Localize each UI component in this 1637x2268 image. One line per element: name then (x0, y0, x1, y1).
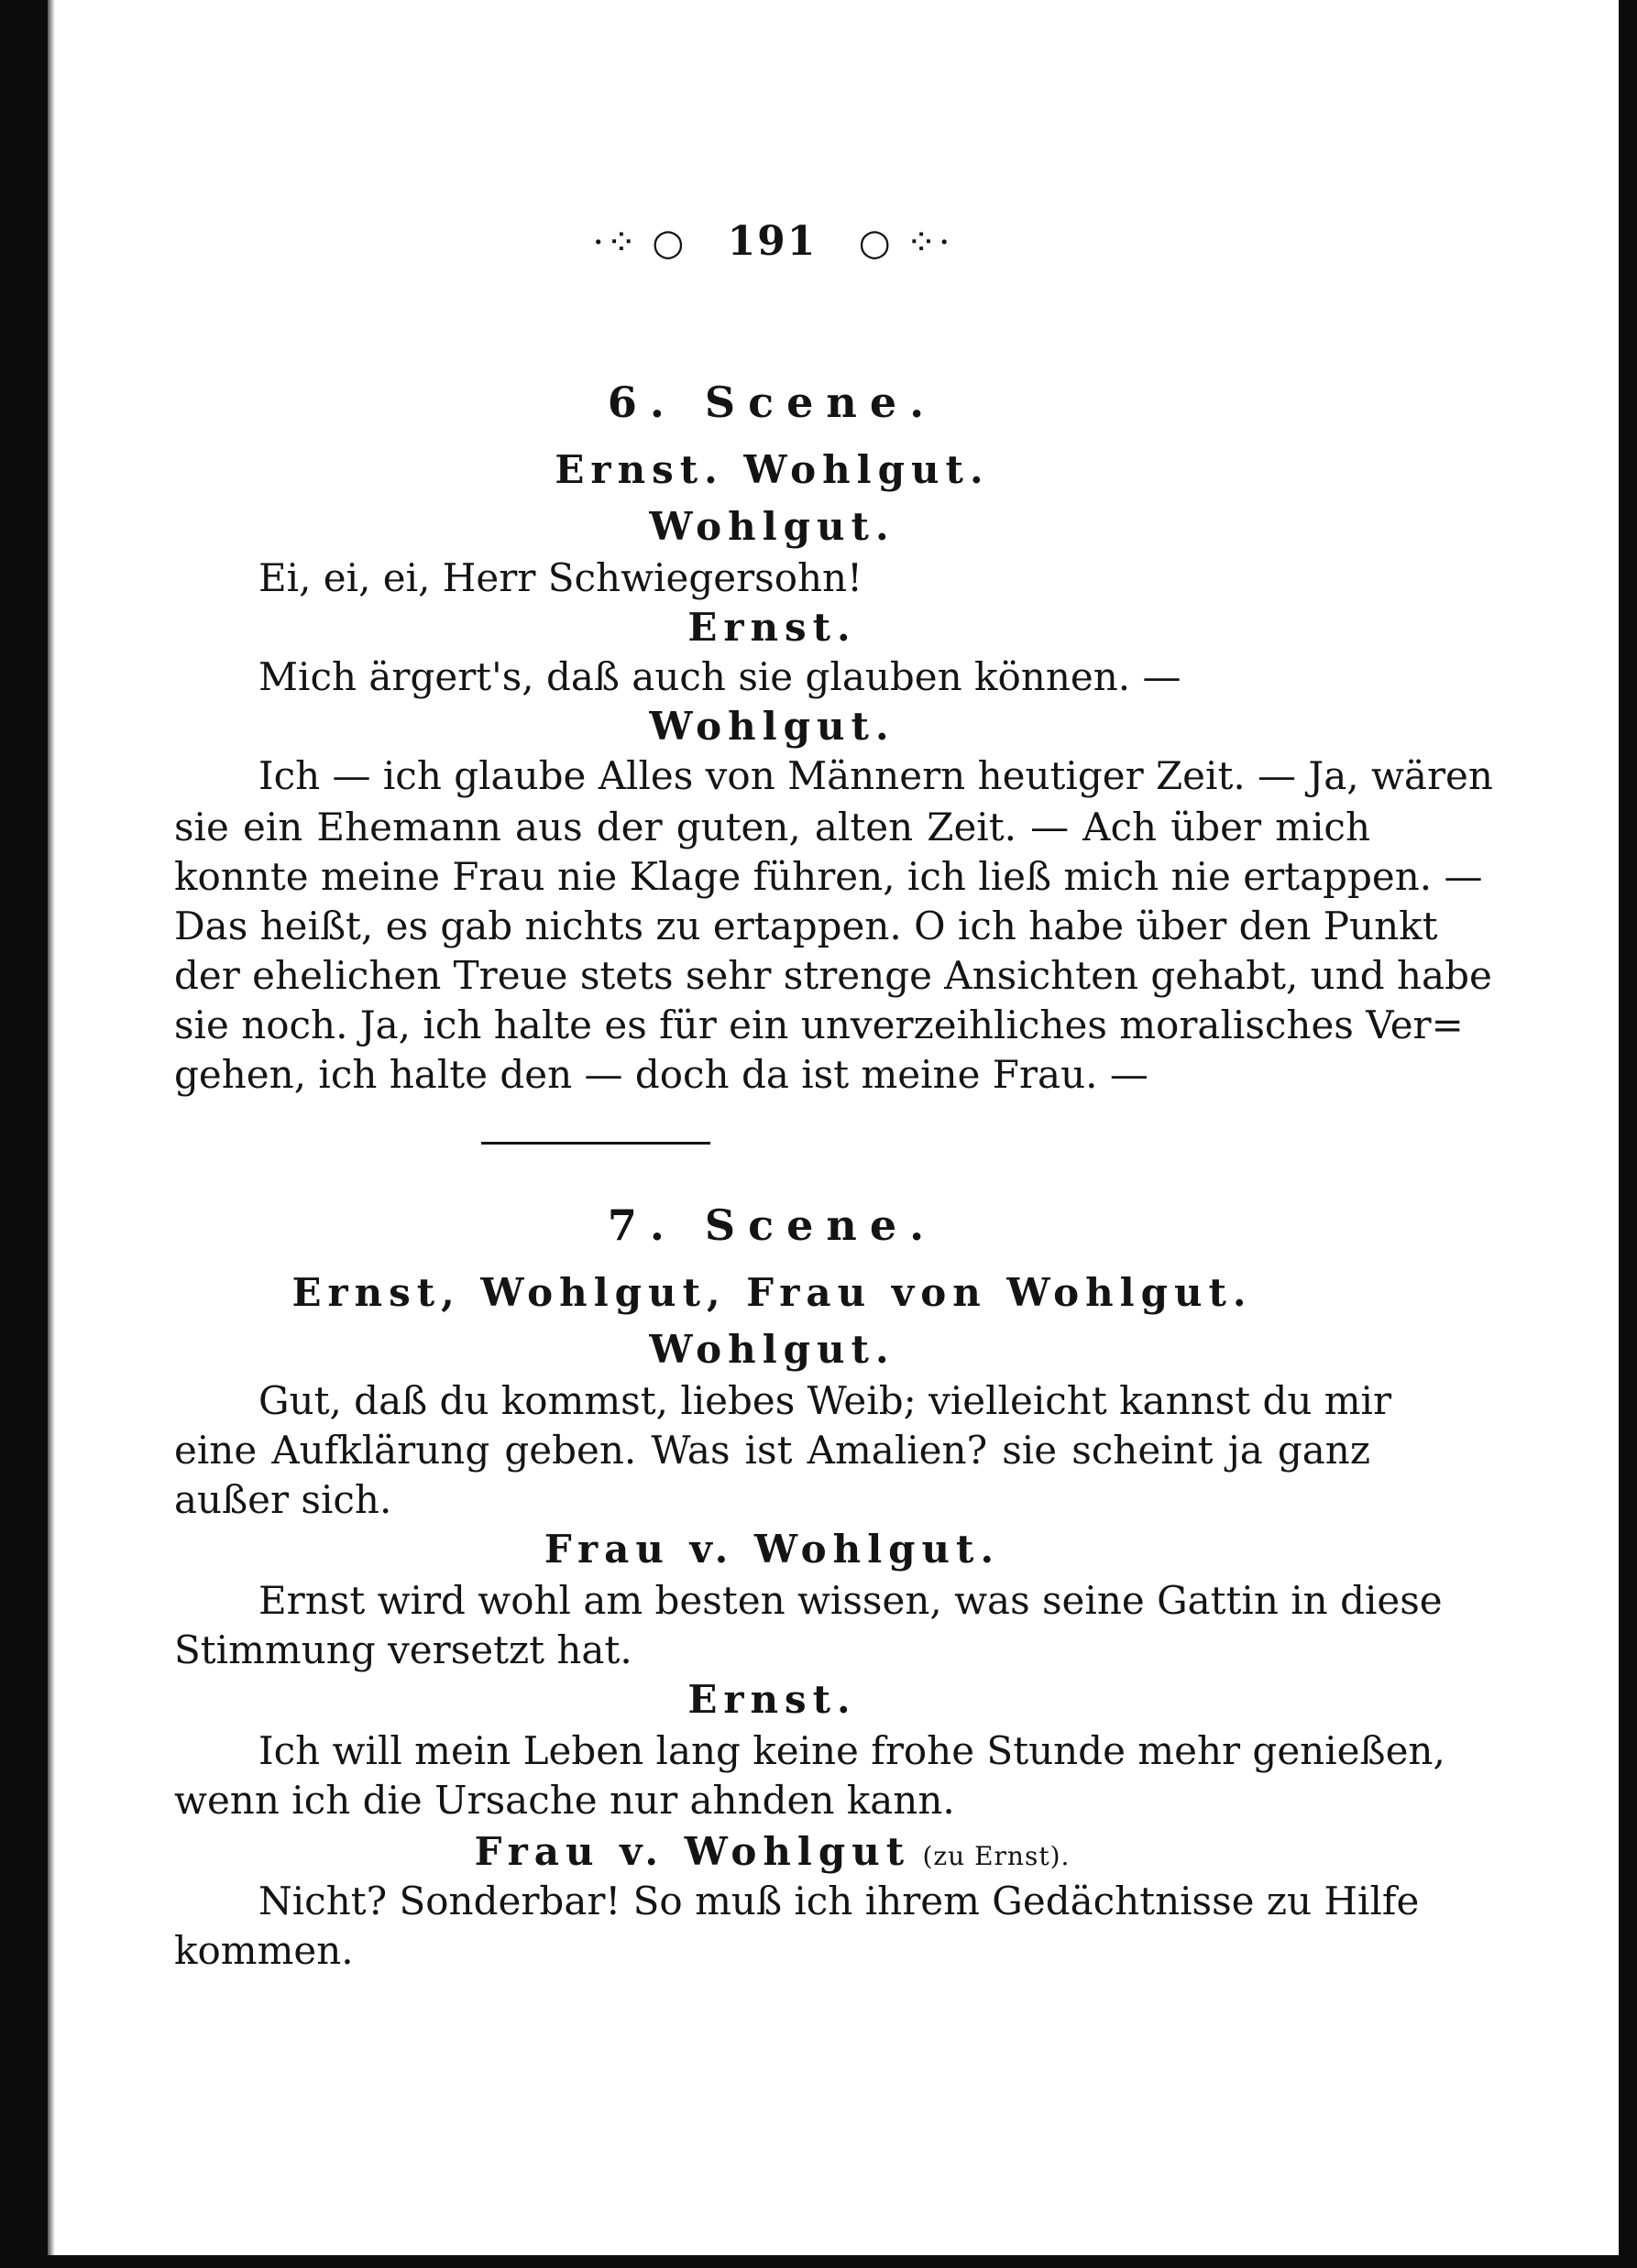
spine-shadow (48, 0, 55, 2268)
dialogue-line: Gut, daß du kommst, liebes Weib; vielleicht kannst du mir (258, 1378, 1392, 1423)
scene-divider (481, 1142, 710, 1145)
page-number: 191 (727, 218, 818, 265)
dialogue-line: gehen, ich halte den — doch da ist meine Frau. — (174, 1052, 1148, 1097)
dialogue-line: wenn ich die Ursache nur ahnden kann. (174, 1778, 955, 1823)
stage-direction: (zu Ernst). (922, 1841, 1071, 1871)
dialogue-line: Ich — ich glaube Alles von Männern heutiger Zeit. — Ja, wären (258, 753, 1493, 798)
dialogue-line: eine Aufklärung geben. Was ist Amalien? sie scheint ja ganz (174, 1428, 1370, 1473)
scene-7-heading: 7. Scene. (607, 1200, 938, 1250)
scene-7-cast: Ernst, Wohlgut, Frau von Wohlgut. (291, 1270, 1253, 1315)
speaker-label: Frau v. Wohlgut. (544, 1527, 1001, 1572)
speaker-with-direction (174, 1827, 1370, 1881)
ornament-right-icon: ○ ⁘· (858, 222, 952, 264)
speaker-label: Ernst. (687, 1677, 857, 1722)
scan-border-bottom (0, 2255, 1637, 2268)
scan-border-left (0, 0, 48, 2268)
page-header (174, 218, 1370, 265)
ornament-left-icon: ·⁘ ○ (592, 222, 687, 264)
speaker-label: Wohlgut. (649, 704, 895, 749)
speaker-label: Ernst. (687, 605, 857, 650)
dialogue-line: sie noch. Ja, ich halte es für ein unverzeihliches moralisches Ver= (174, 1003, 1464, 1047)
dialogue-line: Mich ärgert's, daß auch sie glauben können. — (258, 654, 1181, 699)
speaker-label: Wohlgut. (649, 1327, 895, 1372)
dialogue-line: kommen. (174, 1928, 354, 1973)
dialogue-line: Ei, ei, ei, Herr Schwiegersohn! (258, 555, 862, 600)
dialogue-line: Nicht? Sonderbar! So muß ich ihrem Gedächtnisse zu Hilfe (258, 1879, 1420, 1923)
dialogue-line: Ich will mein Leben lang keine frohe Stunde mehr genießen, (258, 1728, 1445, 1773)
dialogue-line: Ernst wird wohl am besten wissen, was seine Gattin in diese (258, 1578, 1443, 1623)
dialogue-line: Das heißt, es gab nichts zu ertappen. O ich habe über den Punkt (174, 904, 1438, 948)
scene-6-cast: Ernst. Wohlgut. (555, 447, 990, 492)
dialogue-line: sie ein Ehemann aus der guten, alten Zeit. — Ach über mich (174, 805, 1370, 849)
speaker-label: Frau v. Wohlgut (474, 1829, 911, 1874)
dialogue-line: außer sich. (174, 1477, 392, 1522)
speaker-label: Wohlgut. (649, 504, 895, 549)
dialogue-line: konnte meine Frau nie Klage führen, ich ließ mich nie ertappen. — (174, 854, 1483, 899)
scene-6-heading: 6. Scene. (607, 378, 938, 427)
dialogue-line: Stimmung versetzt hat. (174, 1627, 632, 1672)
dialogue-line: der ehelichen Treue stets sehr strenge Ansichten gehabt, und habe (174, 953, 1492, 998)
scan-border-right (1619, 0, 1637, 2268)
